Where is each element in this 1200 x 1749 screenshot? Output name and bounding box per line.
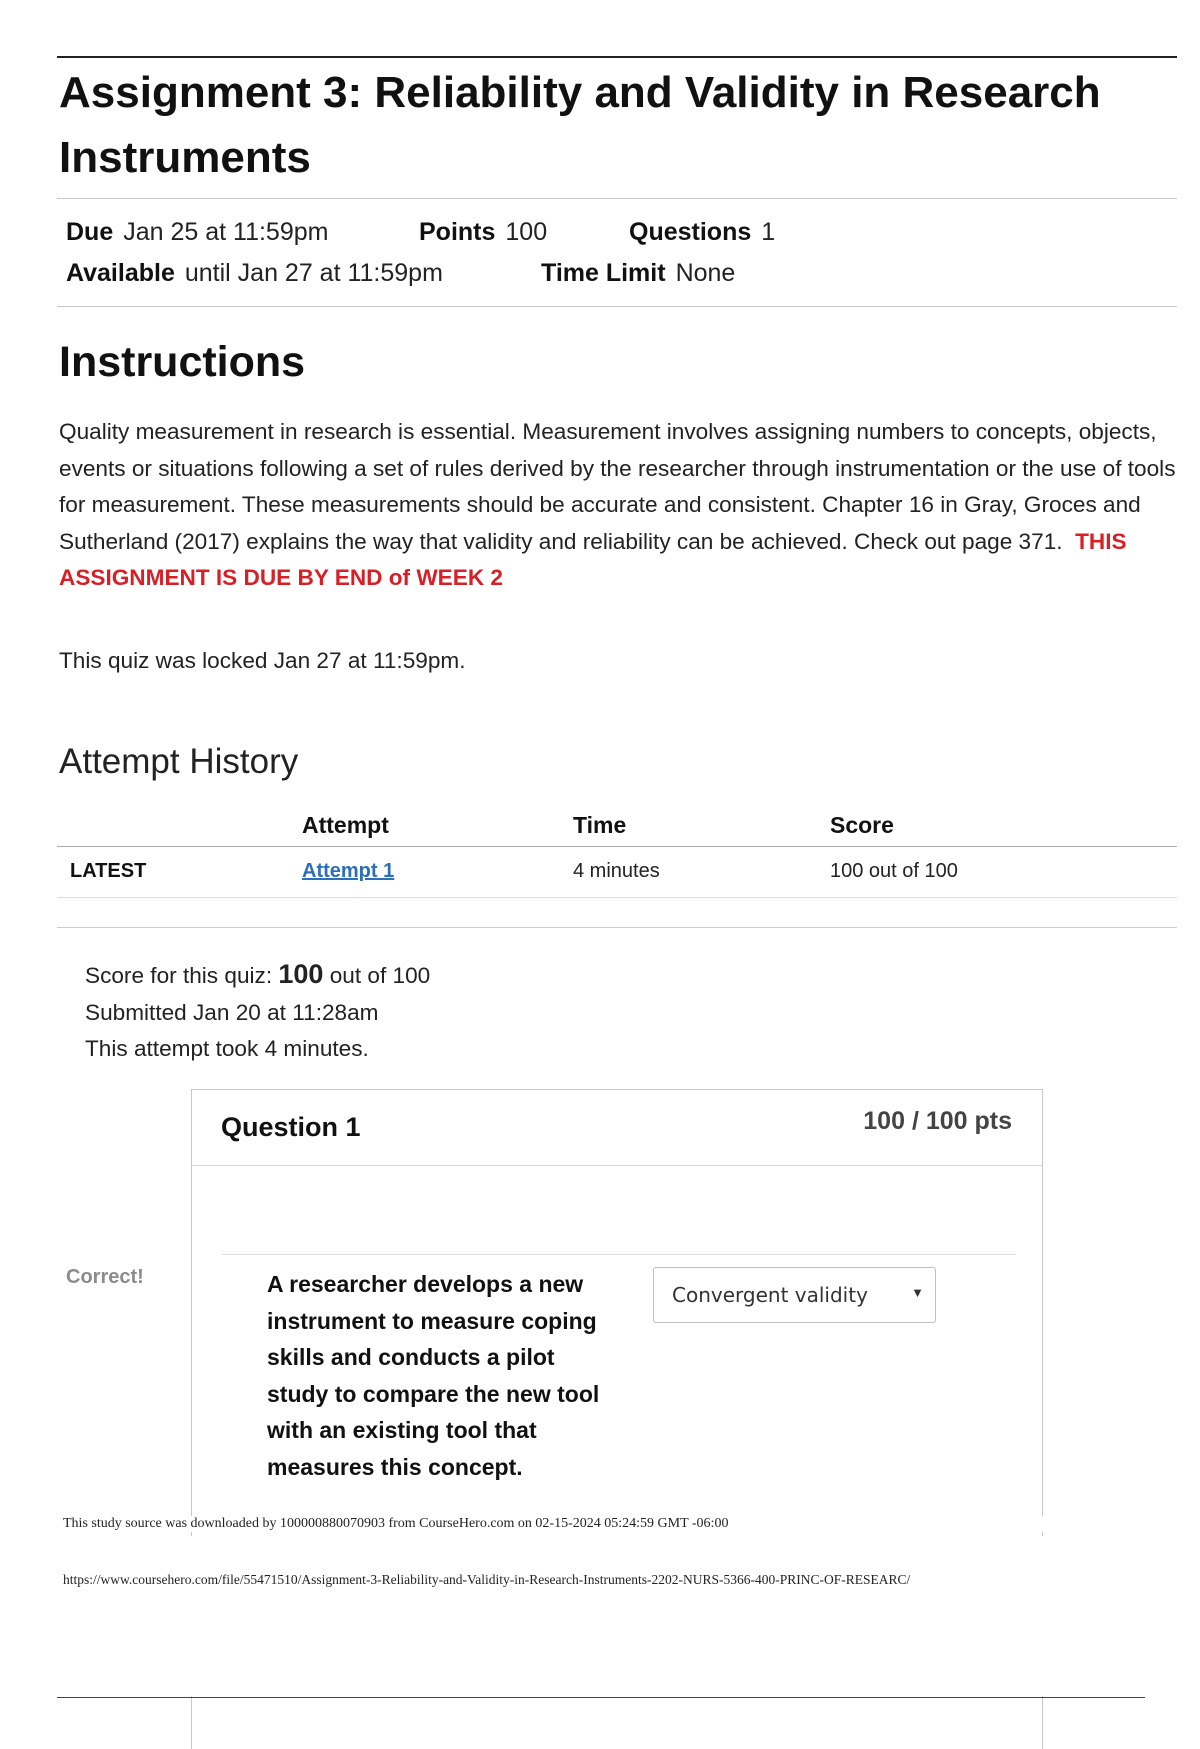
time-limit-field: [541, 259, 735, 288]
column-header-time: Time: [573, 812, 627, 838]
points-field: [419, 218, 547, 247]
source-url: https://www.coursehero.com/file/55471510/Assignment-3-Reliability-and-Validity-in-Research-Instruments-2202-NURS-5366-400-PRINC-OF-RESEARC/: [63, 1572, 911, 1587]
table-header-divider: [57, 846, 1177, 847]
row-time: 4 minutes: [573, 860, 660, 882]
question-points: 100 / 100 pts: [863, 1107, 1012, 1135]
attempt-history-heading: Attempt History: [59, 742, 299, 781]
questions-label: Questions: [629, 218, 752, 246]
answer-dropdown-value: Convergent validity: [672, 1283, 868, 1307]
table-row-divider: [57, 897, 1177, 898]
questions-field: [629, 218, 775, 247]
assignment-title: Assignment 3: Reliability and Validity in Research Instruments: [59, 68, 1101, 182]
question-header: [192, 1090, 1042, 1166]
due-notice: THIS ASSIGNMENT IS DUE BY END of WEEK 2: [59, 528, 1127, 590]
duration-line: This attempt took 4 minutes.: [85, 1036, 369, 1061]
time-limit-value: None: [675, 259, 736, 287]
time-limit-label: Time Limit: [541, 259, 666, 287]
submitted-line: Submitted Jan 20 at 11:28am: [85, 999, 379, 1025]
available-label: Available: [66, 259, 175, 287]
bottom-rule: [57, 1697, 1145, 1698]
row-score: 100 out of 100: [830, 860, 958, 882]
question-inner-divider: [222, 1254, 1016, 1255]
column-header-score: Score: [830, 812, 894, 838]
questions-value: 1: [761, 218, 776, 246]
column-header-attempt: Attempt: [302, 812, 389, 838]
score-value: 100: [278, 959, 324, 989]
top-rule: [57, 56, 1177, 58]
points-label: Points: [419, 218, 496, 246]
table-row: [302, 860, 394, 883]
due-label: Due: [66, 218, 114, 246]
question-title: Question 1: [221, 1112, 361, 1142]
available-value: until Jan 27 at 11:59pm: [184, 259, 443, 287]
score-line: [85, 956, 430, 995]
attempt-1-link[interactable]: Attempt 1: [302, 860, 395, 882]
instructions-text: Quality measurement in research is essential. Measurement involves assigning numbers to concepts, objects, events or situations following a set of rules derived by the researcher through instrumentation or the use of tools for measurement. These measurements should be accurate and consistent. Chapter 16 in Gray, Groces and Sutherland (2017) explains the way that validity and reliability can be achieved. Check out page 371.: [59, 419, 1176, 554]
score-suffix: out of 100: [329, 963, 431, 988]
meta-divider-top: [57, 198, 1177, 199]
row-latest-label: LATEST: [70, 860, 147, 882]
page-footer-area: [0, 1536, 1200, 1696]
score-prefix: Score for this quiz:: [85, 963, 273, 988]
answer-dropdown[interactable]: [653, 1267, 936, 1323]
locked-notice: This quiz was locked Jan 27 at 11:59pm.: [59, 648, 466, 673]
due-value: Jan 25 at 11:59pm: [123, 218, 329, 246]
score-summary: [85, 956, 430, 1068]
table-bottom-divider: [57, 927, 1177, 928]
available-field: [66, 259, 443, 288]
instructions-body: [59, 414, 1184, 597]
instructions-heading: Instructions: [59, 338, 306, 386]
question-text: A researcher develops a new instrument to measure coping skills and conducts a pilot study to compare the new tool with an existing tool that measures this concept.: [267, 1271, 600, 1480]
caret-down-icon: ▼: [911, 1285, 924, 1300]
meta-divider-bottom: [57, 306, 1177, 307]
due-field: [66, 218, 328, 247]
points-value: 100: [505, 218, 548, 246]
correct-flag: Correct!: [66, 1266, 144, 1288]
download-note: This study source was downloaded by 100000880070903 from CourseHero.com on 02-15-2024 05:24:59 GMT -06:00: [63, 1516, 1163, 1532]
